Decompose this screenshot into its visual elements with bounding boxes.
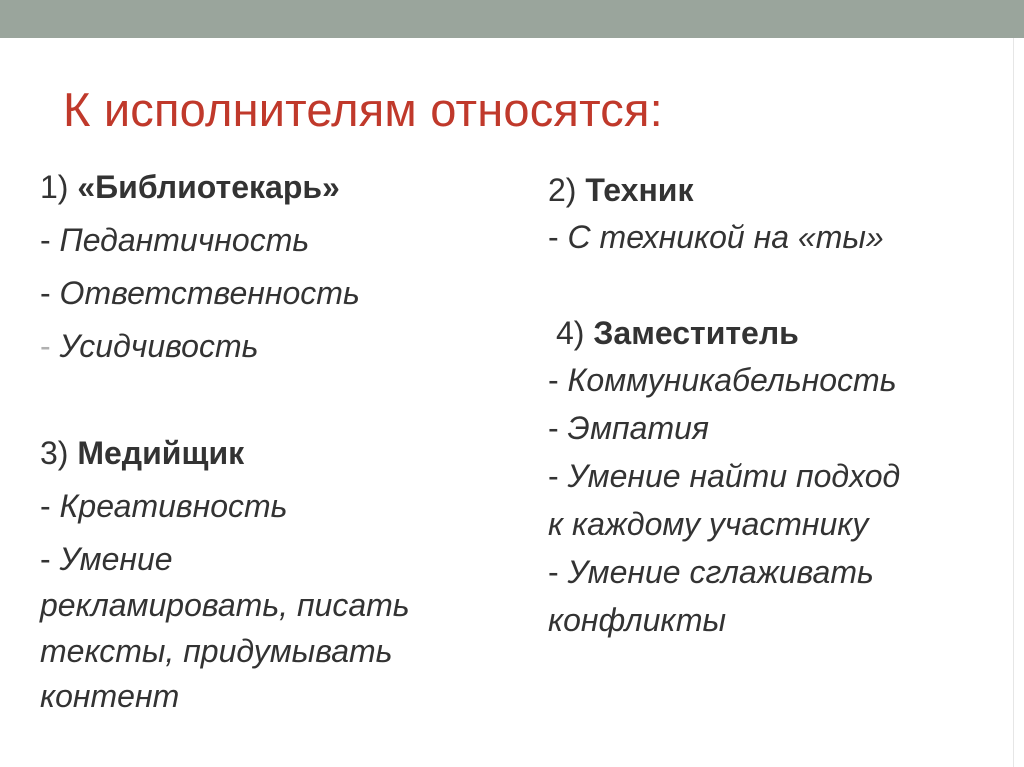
- group-librarian-heading: [40, 168, 340, 206]
- group-number: 2): [548, 172, 577, 208]
- bullet-dash: -: [40, 541, 51, 577]
- bullet-dash: -: [40, 275, 51, 311]
- list-item: [548, 553, 874, 591]
- group-name: Техник: [585, 172, 694, 208]
- bullet-dash: -: [548, 219, 559, 255]
- item-text: тексты, придумывать: [40, 633, 393, 669]
- item-text: Креативность: [59, 488, 288, 524]
- item-text: Ответственность: [59, 275, 360, 311]
- list-item: [40, 221, 309, 259]
- item-text: Эмпатия: [567, 410, 709, 446]
- group-media-heading: [40, 434, 244, 472]
- item-text: Усидчивость: [59, 328, 259, 364]
- item-text: Умение найти подход: [567, 458, 901, 494]
- bullet-dash: -: [548, 362, 559, 398]
- top-accent-bar: [0, 0, 1024, 38]
- item-continuation: [40, 632, 392, 670]
- group-number: 3): [40, 435, 69, 471]
- list-item: [40, 274, 360, 312]
- slide-title: К исполнителям относятся:: [63, 83, 663, 136]
- item-text: Умение: [59, 541, 173, 577]
- item-text: Умение сглаживать: [567, 554, 874, 590]
- list-item: [40, 327, 258, 365]
- bullet-dash: -: [548, 410, 559, 446]
- item-continuation: [40, 677, 179, 715]
- list-item: [40, 540, 173, 578]
- group-number: 4): [556, 315, 585, 351]
- item-text: Коммуникабельность: [567, 362, 897, 398]
- item-text: контент: [40, 678, 180, 714]
- item-text: Педантичность: [59, 222, 310, 258]
- item-text: конфликты: [548, 602, 727, 638]
- list-item: [548, 409, 709, 447]
- group-number: 1): [40, 169, 69, 205]
- bullet-dash: -: [40, 488, 51, 524]
- list-item: [548, 457, 900, 495]
- list-item: [548, 218, 884, 256]
- group-name: Медийщик: [77, 435, 245, 471]
- bullet-dash: -: [40, 328, 51, 364]
- item-text: рекламировать, писать: [40, 587, 410, 623]
- group-technician-heading: [548, 171, 693, 209]
- list-item: [40, 487, 287, 525]
- slide-edge-line: [1013, 38, 1024, 767]
- list-item: [548, 361, 897, 399]
- bullet-dash: -: [548, 554, 559, 590]
- item-text: к каждому участнику: [548, 506, 869, 542]
- group-deputy-heading: [556, 314, 799, 352]
- item-continuation: [548, 601, 726, 639]
- item-text: С техникой на «ты»: [567, 219, 884, 255]
- item-continuation: [40, 586, 410, 624]
- group-name: Заместитель: [593, 315, 799, 351]
- item-continuation: [548, 505, 868, 543]
- bullet-dash: -: [548, 458, 559, 494]
- bullet-dash: -: [40, 222, 51, 258]
- group-name: «Библиотекарь»: [77, 169, 340, 205]
